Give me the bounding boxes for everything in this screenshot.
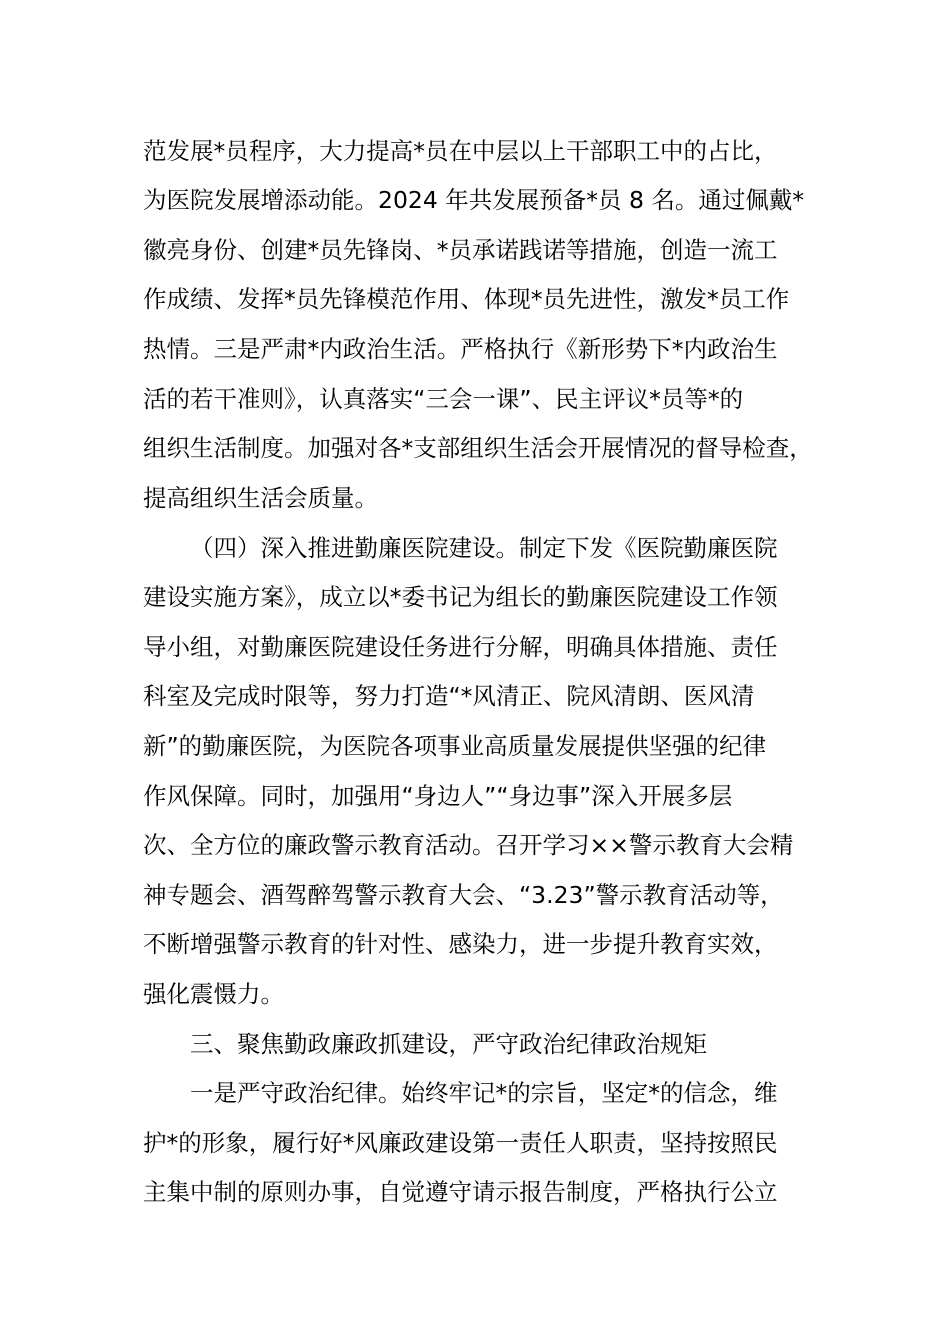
paragraph-first-line: 一是严守政治纪律。始终牢记*的宗旨，坚定*的信念，维 [190,1079,778,1107]
paragraph-line: 主集中制的原则办事，自觉遵守请示报告制度，严格执行公立 [143,1178,778,1206]
section-four-heading-line: （四）深入推进勤廉医院建设。制定下发《医院勤廉医院 [190,534,778,562]
paragraph-line: 新”的勤廉医院，为医院各项事业高质量发展提供坚强的纪律 [143,732,767,760]
paragraph-line: 热情。三是严肃*内政治生活。严格执行《新形势下*内政治生 [143,335,778,363]
section-three-heading: 三、聚焦勤政廉政抓建设，严守政治纪律政治规矩 [190,1030,707,1058]
paragraph-line: 护*的形象，履行好*风廉政建设第一责任人职责，坚持按照民 [143,1129,778,1157]
paragraph-line: 范发展*员程序，大力提高*员在中层以上干部职工中的占比， [143,137,778,165]
paragraph-line: 作风保障。同时，加强用“身边人”“身边事”深入开展多层 [143,782,733,810]
paragraph-line: 建设实施方案》，成立以*委书记为组长的勤廉医院建设工作领 [143,583,778,611]
paragraph-line: 提高组织生活会质量。 [143,484,378,512]
paragraph-line: 科室及完成时限等，努力打造“*风清正、院风清朗、医风清 [143,682,755,710]
paragraph-line: 不断增强警示教育的针对性、感染力，进一步提升教育实效， [143,930,778,958]
paragraph-line: 组织生活制度。加强对各*支部组织生活会开展情况的督导检查， [143,434,813,462]
paragraph-line: 强化震慑力。 [143,980,284,1008]
paragraph-line: 次、全方位的廉政警示教育活动。召开学习××警示教育大会精 [143,831,794,859]
paragraph-line: 活的若干准则》，认真落实“三会一课”、民主评议*员等*的 [143,385,744,413]
paragraph-line: 导小组，对勤廉医院建设任务进行分解，明确具体措施、责任 [143,633,778,661]
paragraph-line: 神专题会、酒驾醉驾警示教育大会、“3.23”警示教育活动等， [143,881,784,909]
paragraph-line: 作成绩、发挥*员先锋模范作用、体现*员先进性，激发*员工作 [143,285,790,313]
paragraph-line: 徽亮身份、创建*员先锋岗、*员承诺践诺等措施，创造一流工 [143,236,778,264]
paragraph-line: 为医院发展增添动能。2024 年共发展预备*员 8 名。通过佩戴* [143,186,805,214]
